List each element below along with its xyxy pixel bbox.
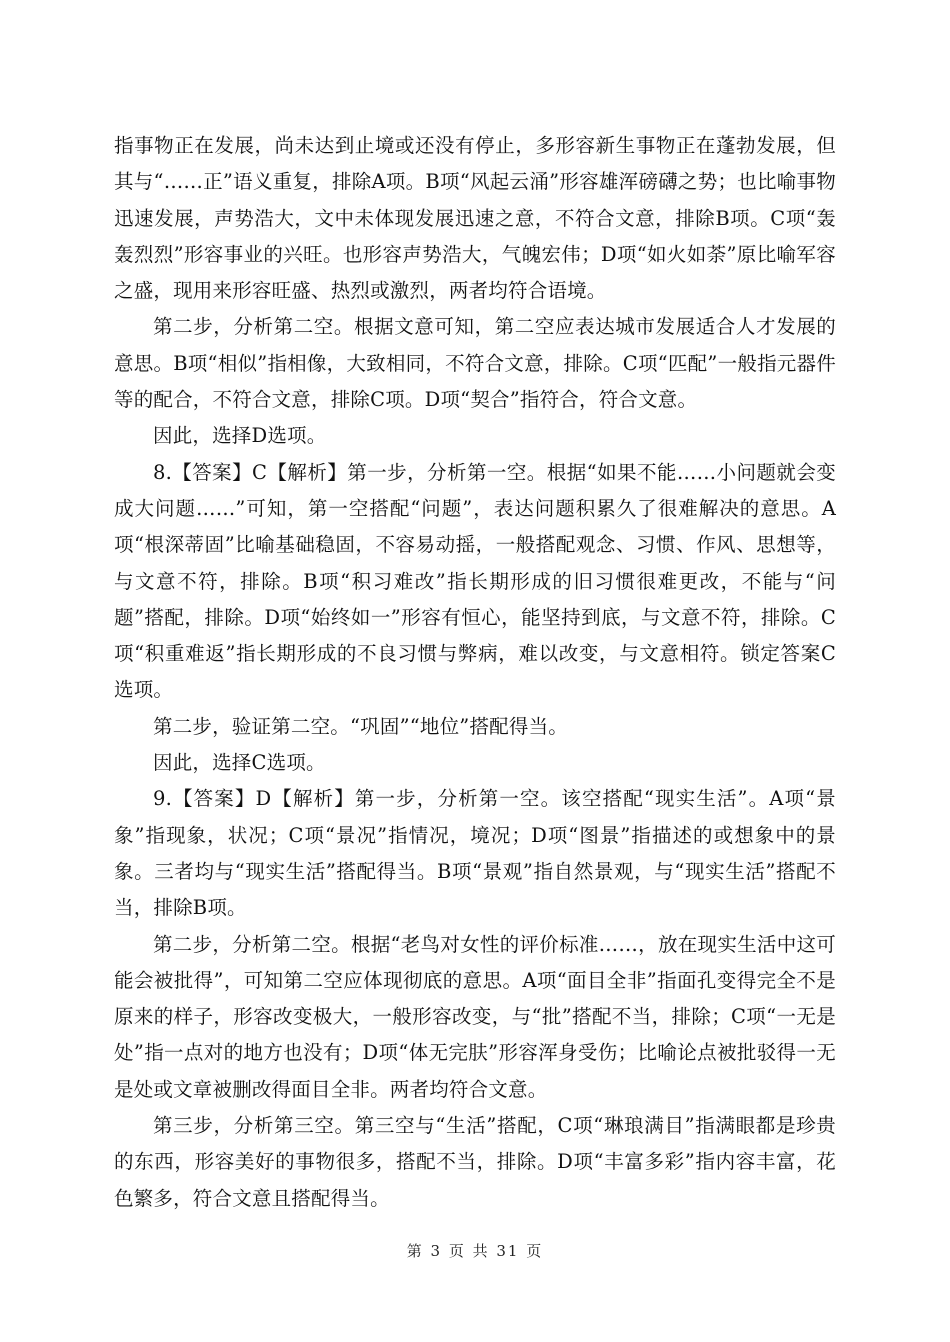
paragraph-q8-step2: 第二步，验证第二空。“巩固”“地位”搭配得当。 <box>153 714 568 738</box>
paragraph-q7-step2: 第二步，分析第二空。根据文意可知，第二空应表达城市发展适合人才发展的意思。B项“相似”指相像，大致相同，不符合文意，排除。C项“匹配”一般指元器件等的配合，不符合文意，排除C项。D项“契合”指符合，符合文意。 <box>114 315 836 412</box>
paragraph-q9-step3: 第三步，分析第三空。第三空与“生活”搭配，C项“琳琅满目”指满眼都是珍贵的东西，形容美好的事物很多，搭配不当，排除。D项“丰富多彩”指内容丰富，花色繁多，符合文意且搭配得当。 <box>114 1114 836 1210</box>
paragraph-q8-answer: 8.【答案】C【解析】第一步，分析第一空。根据“如果不能……小问题就会变成大问题……”可知，第一空搭配“问题”，表达问题积累久了很难解决的意思。A项“根深蒂固”比喻基础稳固，不容易动摇，一般搭配观念、习惯、作风、思想等，与文意不符，排除。B项“积习难改”指长期形成的旧习惯很难更改，不能与“问题”搭配，排除。D项“始终如一”形容有恒心，能坚持到底，与文意不符，排除。C项“积重难返”指长期形成的不良习惯与弊病，难以改变，与文意相符。锁定答案C选项。 <box>114 460 836 702</box>
paragraph-continuation: 指事物正在发展，尚未达到止境或还没有停止，多形容新生事物正在蓬勃发展，但其与“……正”语义重复，排除A项。B项“风起云涌”形容雄浑磅礴之势；也比喻事物迅速发展，声势浩大，文中未体现发展迅速之意，不符合文意，排除B项。C项“轰轰烈烈”形容事业的兴旺。也形容声势浩大，气魄宏伟；D项“如火如荼”原比喻军容之盛，现用来形容旺盛、热烈或激烈，两者均符合语境。 <box>114 134 836 303</box>
document-body <box>114 128 836 1217</box>
paragraph-q8-conclusion: 因此，选择C选项。 <box>153 751 326 775</box>
page-number-footer: 第 3 页 共 31 页 <box>406 1242 544 1260</box>
paragraph-q9-step2: 第二步，分析第二空。根据“老鸟对女性的评价标准……，放在现实生活中这可能会被批得”，可知第二空应体现彻底的意思。A项“面目全非”指面孔变得完全不是原来的样子，形容改变极大，一般形容改变，与“批”搭配不当，排除；C项“一无是处”指一点对的地方也没有；D项“体无完肤”形容浑身受伤；比喻论点被批驳得一无是处或文章被删改得面目全非。两者均符合文意。 <box>114 932 836 1101</box>
paragraph-q9-answer: 9.【答案】D【解析】第一步，分析第一空。该空搭配“现实生活”。A项“景象”指现象，状况；C项“景况”指情况，境况；D项“图景”指描述的或想象中的景象。三者均与“现实生活”搭配得当。B项“景观”指自然景观，与“现实生活”搭配不当，排除B项。 <box>114 787 836 920</box>
paragraph-q7-conclusion: 因此，选择D选项。 <box>153 424 327 448</box>
